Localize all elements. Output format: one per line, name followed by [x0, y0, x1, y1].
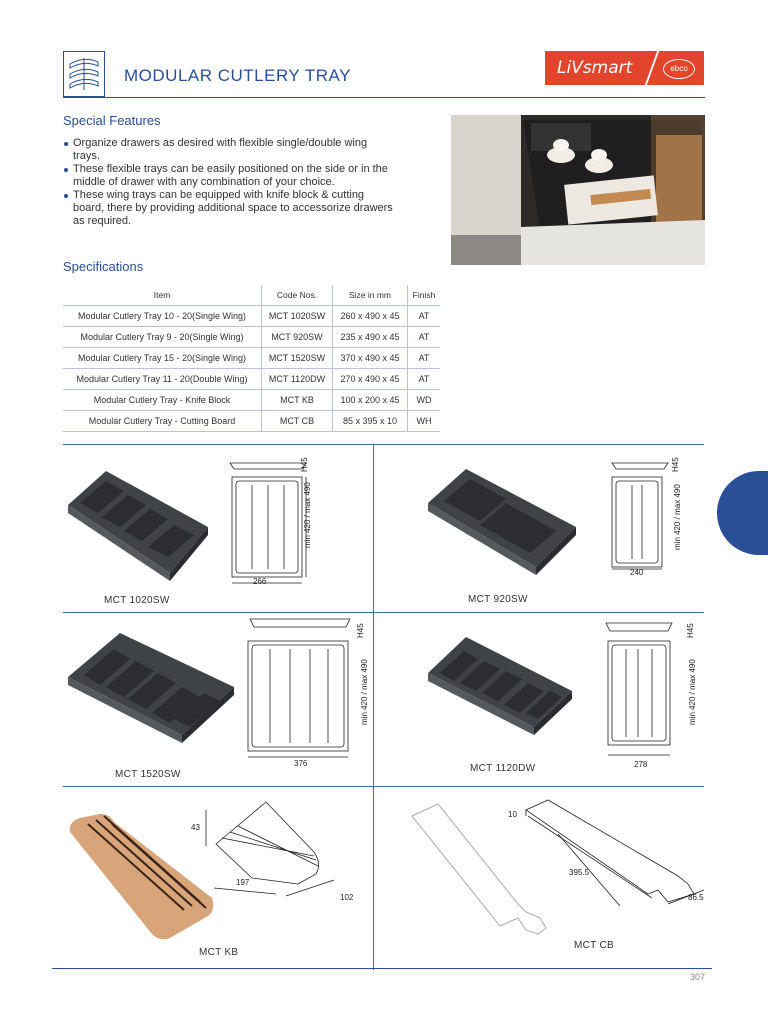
table-cell: Modular Cutlery Tray 10 - 20(Single Wing) — [63, 306, 262, 327]
table-cell: Modular Cutlery Tray - Knife Block — [63, 390, 262, 411]
tray-1120dw-illustration — [426, 617, 696, 767]
table-cell: Modular Cutlery Tray - Cutting Board — [63, 411, 262, 432]
dimension-label: min 420 / max 490 — [303, 482, 312, 548]
drawer-photo — [451, 115, 705, 265]
table-cell: MCT 1120DW — [262, 369, 333, 390]
page-number: 307 — [690, 972, 706, 982]
table-row — [63, 348, 440, 369]
table-cell: WD — [408, 390, 441, 411]
table-cell: Modular Cutlery Tray 11 - 20(Double Wing) — [63, 369, 262, 390]
logo-divider — [645, 51, 659, 85]
table-cell: MCT 1020SW — [262, 306, 333, 327]
product-caption: MCT 1020SW — [104, 595, 170, 606]
table-row — [63, 411, 440, 432]
feature-item: These wing trays can be equipped with knife block & cutting board, there by providing additional space to accessorize drawers as required. — [73, 189, 393, 227]
specifications-heading: Specifications — [63, 259, 144, 274]
dimension-label: H45 — [356, 623, 365, 638]
dimension-label: 240 — [630, 568, 644, 577]
dimension-label: 86.5 — [688, 893, 704, 902]
table-cell: MCT KB — [262, 390, 333, 411]
specifications-table — [63, 285, 440, 432]
product-caption: MCT KB — [199, 947, 239, 958]
table-cell: Modular Cutlery Tray 9 - 20(Single Wing) — [63, 327, 262, 348]
table-cell: 85 x 395 x 10 — [333, 411, 408, 432]
product-caption: MCT 920SW — [468, 594, 528, 605]
tray-920sw-illustration — [426, 455, 696, 590]
feature-item: Organize drawers as desired with flexible single/double wing trays. — [73, 137, 393, 163]
dimension-label: H45 — [671, 457, 680, 472]
table-cell: AT — [408, 306, 441, 327]
tray-1520sw-illustration — [66, 617, 366, 767]
table-cell: 100 x 200 x 45 — [333, 390, 408, 411]
table-cell: MCT CB — [262, 411, 333, 432]
table-cell: WH — [408, 411, 441, 432]
table-cell: AT — [408, 327, 441, 348]
dimension-label: min 420 / max 490 — [360, 659, 369, 725]
table-cell: 370 x 490 x 45 — [333, 348, 408, 369]
table-cell: 235 x 490 x 45 — [333, 327, 408, 348]
cutting-board-illustration — [408, 794, 708, 944]
table-cell: MCT 920SW — [262, 327, 333, 348]
grid-divider — [63, 444, 704, 445]
table-cell: 260 x 490 x 45 — [333, 306, 408, 327]
column-header: Item — [63, 285, 262, 306]
product-caption: MCT 1520SW — [115, 769, 181, 780]
grid-divider — [63, 612, 704, 613]
column-header: Finish — [408, 285, 441, 306]
brand-logo — [545, 51, 704, 85]
dimension-label: min 420 / max 490 — [688, 659, 697, 725]
dimension-label: 395.5 — [569, 868, 590, 877]
brand-name: LiVsmart — [557, 58, 633, 78]
page-title: MODULAR CUTLERY TRAY — [124, 66, 351, 85]
table-cell: 270 x 490 x 45 — [333, 369, 408, 390]
dimension-label: 102 — [340, 893, 354, 902]
dimension-label: 43 — [191, 823, 200, 832]
table-cell: AT — [408, 369, 441, 390]
table-row — [63, 306, 440, 327]
dimension-label: min 420 / max 490 — [673, 484, 682, 550]
table-row — [63, 390, 440, 411]
table-cell: Modular Cutlery Tray 15 - 20(Single Wing) — [63, 348, 262, 369]
dimension-label: 197 — [236, 878, 250, 887]
tray-stack-icon — [63, 51, 105, 97]
tray-1020sw-illustration — [66, 455, 366, 595]
feature-item: These flexible trays can be easily positioned on the side or in the middle of drawer with any combination of your choice. — [73, 163, 393, 189]
product-caption: MCT CB — [574, 940, 614, 951]
section-tab — [717, 471, 768, 555]
dimension-label: 278 — [634, 760, 648, 769]
features-heading: Special Features — [63, 113, 161, 128]
dimension-label: 10 — [508, 810, 517, 819]
knife-block-illustration — [66, 798, 366, 943]
table-header-row — [63, 285, 440, 306]
table-row — [63, 369, 440, 390]
header-rule — [63, 97, 705, 98]
grid-divider — [63, 786, 704, 787]
product-caption: MCT 1120DW — [470, 763, 536, 774]
table-cell: MCT 1520SW — [262, 348, 333, 369]
table-row — [63, 327, 440, 348]
grid-divider — [373, 445, 374, 970]
dimension-label: H45 — [300, 457, 309, 472]
dimension-label: H45 — [686, 623, 695, 638]
table-cell: AT — [408, 348, 441, 369]
column-header: Code Nos. — [262, 285, 333, 306]
brand-sub-logo: ebco — [663, 59, 695, 79]
features-list — [63, 137, 393, 228]
column-header: Size in mm — [333, 285, 408, 306]
dimension-label: 266 — [253, 577, 267, 586]
dimension-label: 376 — [294, 759, 308, 768]
footer-rule — [52, 968, 712, 969]
